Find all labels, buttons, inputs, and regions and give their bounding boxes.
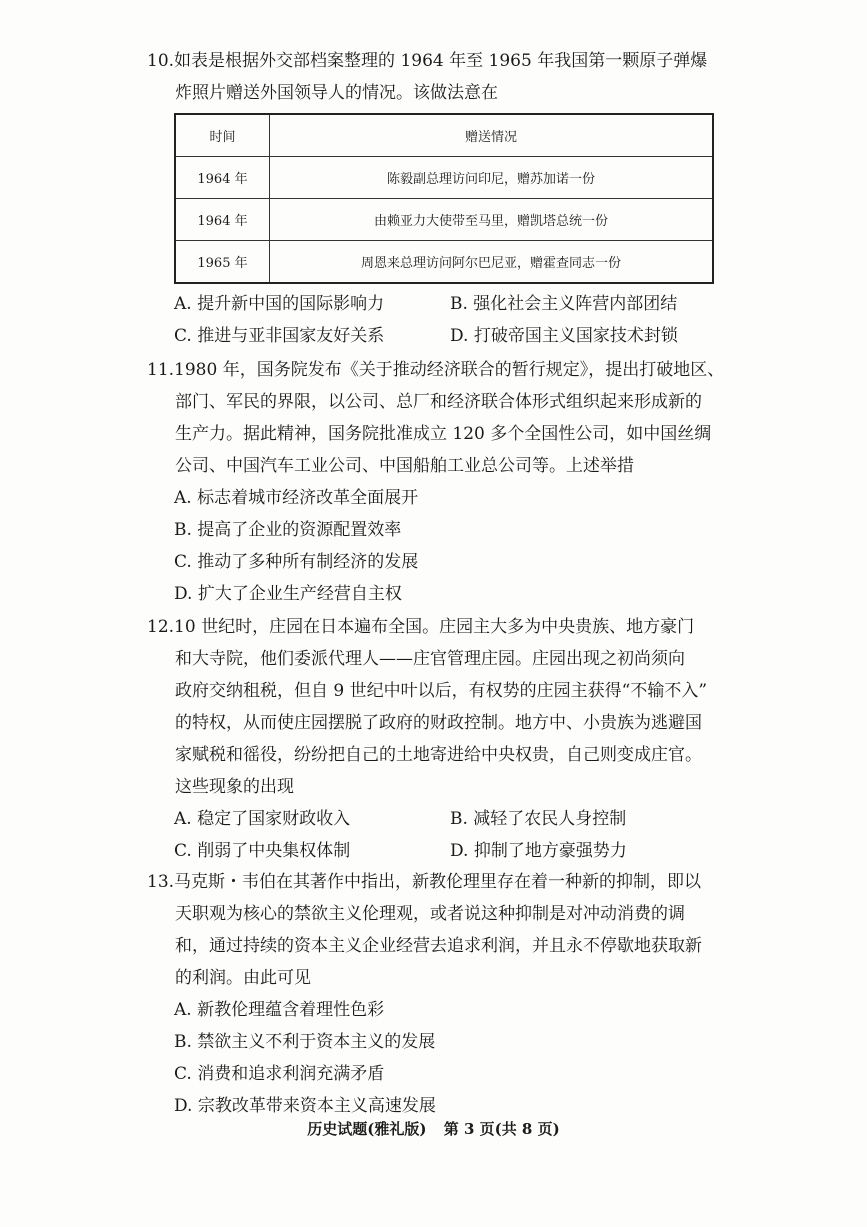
option-row bbox=[147, 803, 717, 835]
option-d[interactable]: D. 宗教改革带来资本主义高速发展 bbox=[174, 1096, 436, 1116]
table-cell-gift: 陈毅副总理访问印尼，赠苏加诺一份 bbox=[270, 157, 714, 199]
option-c[interactable]: C. 消费和追求利润充满矛盾 bbox=[174, 1064, 385, 1084]
question-10-options bbox=[147, 288, 717, 352]
option-b[interactable]: B. 提高了企业的资源配置效率 bbox=[174, 520, 402, 540]
table-header-time: 时间 bbox=[175, 114, 270, 157]
table-cell-time: 1964 年 bbox=[175, 199, 270, 241]
question-10-stem-line-2: 炸照片赠送外国领导人的情况。该做法意在 bbox=[175, 83, 498, 103]
table-header-gift: 赠送情况 bbox=[270, 114, 714, 157]
table-row bbox=[175, 241, 713, 284]
option-row bbox=[147, 835, 717, 867]
question-12-stem-line-3: 政府交纳租税，但自 9 世纪中叶以后，有权势的庄园主获得“不输不入” bbox=[175, 681, 708, 701]
option-b[interactable]: B. 减轻了农民人身控制 bbox=[450, 809, 627, 829]
question-13-stem-line-4: 的利润。由此可见 bbox=[175, 968, 311, 988]
option-a[interactable]: A. 提升新中国的国际影响力 bbox=[174, 294, 385, 314]
question-13-stem-line-3: 和，通过持续的资本主义企业经营去追求利润，并且永不停歇地获取新 bbox=[175, 936, 702, 956]
question-number: 11. bbox=[147, 360, 175, 380]
option-c[interactable]: C. 推进与亚非国家友好关系 bbox=[174, 326, 385, 346]
question-12-stem-line-2: 和大寺院，他们委派代理人——庄官管理庄园。庄园出现之初尚须向 bbox=[175, 649, 685, 669]
question-11-stem-line-2: 部门、军民的界限，以公司、总厂和经济联合体形式组织起来形成新的 bbox=[175, 392, 702, 412]
question-number: 10. bbox=[147, 51, 175, 71]
option-a[interactable]: A. 稳定了国家财政收入 bbox=[174, 809, 351, 829]
question-12-stem-line-1: 12.10 世纪时，庄园在日本遍布全国。庄园主大多为中央贵族、地方豪门 bbox=[147, 617, 695, 637]
option-d[interactable]: D. 抑制了地方豪强势力 bbox=[450, 841, 627, 861]
question-10 bbox=[147, 45, 717, 109]
question-11 bbox=[147, 354, 725, 610]
question-10-stem-line-1: 10.如表是根据外交部档案整理的 1964 年至 1965 年我国第一颗原子弹爆 bbox=[147, 51, 708, 71]
gift-table bbox=[174, 113, 714, 284]
footer-page-number: 第 3 页(共 8 页) bbox=[443, 1120, 560, 1138]
table-cell-time: 1965 年 bbox=[175, 241, 270, 284]
table-cell-gift: 由赖亚力大使带至马里，赠凯塔总统一份 bbox=[270, 199, 714, 241]
question-12-stem-line-4: 的特权，从而使庄园摆脱了政府的财政控制。地方中、小贵族为逃避国 bbox=[175, 713, 702, 733]
table-cell-gift: 周恩来总理访问阿尔巴尼亚，赠霍查同志一份 bbox=[270, 241, 714, 284]
table-header-row bbox=[175, 114, 713, 157]
question-13-stem-line-1: 13.马克斯・韦伯在其著作中指出，新教伦理里存在着一种新的抑制，即以 bbox=[147, 872, 702, 892]
option-a[interactable]: A. 新教伦理蕴含着理性色彩 bbox=[174, 1000, 385, 1020]
option-a[interactable]: A. 标志着城市经济改革全面展开 bbox=[174, 488, 419, 508]
table-cell-time: 1964 年 bbox=[175, 157, 270, 199]
option-b[interactable]: B. 禁欲主义不利于资本主义的发展 bbox=[174, 1032, 436, 1052]
question-12-stem-line-5: 家赋税和徭役，纷纷把自己的土地寄进给中央权贵，自己则变成庄官。 bbox=[175, 745, 702, 765]
option-c[interactable]: C. 削弱了中央集权体制 bbox=[174, 841, 351, 861]
question-number: 13. bbox=[147, 872, 175, 892]
page-footer bbox=[0, 1118, 867, 1139]
question-12-stem-line-6: 这些现象的出现 bbox=[175, 777, 294, 797]
option-row bbox=[147, 288, 717, 320]
option-d[interactable]: D. 扩大了企业生产经营自主权 bbox=[174, 584, 402, 604]
option-b[interactable]: B. 强化社会主义阵营内部团结 bbox=[450, 294, 678, 314]
table-row bbox=[175, 199, 713, 241]
question-13 bbox=[147, 866, 717, 1122]
question-11-stem-line-3: 生产力。据此精神，国务院批准成立 120 多个全国性公司，如中国丝绸 bbox=[175, 424, 712, 444]
table-row bbox=[175, 157, 713, 199]
option-d[interactable]: D. 打破帝国主义国家技术封锁 bbox=[450, 326, 678, 346]
question-11-stem-line-1: 11.1980 年，国务院发布《关于推动经济联合的暂行规定》，提出打破地区、 bbox=[147, 360, 725, 380]
question-number: 12. bbox=[147, 617, 175, 637]
question-13-stem-line-2: 天职观为核心的禁欲主义伦理观，或者说这种抑制是对冲动消费的调 bbox=[175, 904, 685, 924]
option-row bbox=[147, 320, 717, 352]
question-11-stem-line-4: 公司、中国汽车工业公司、中国船舶工业总公司等。上述举措 bbox=[175, 456, 634, 476]
question-12 bbox=[147, 611, 717, 867]
option-c[interactable]: C. 推动了多种所有制经济的发展 bbox=[174, 552, 419, 572]
footer-subject: 历史试题(雅礼版) bbox=[307, 1120, 427, 1138]
